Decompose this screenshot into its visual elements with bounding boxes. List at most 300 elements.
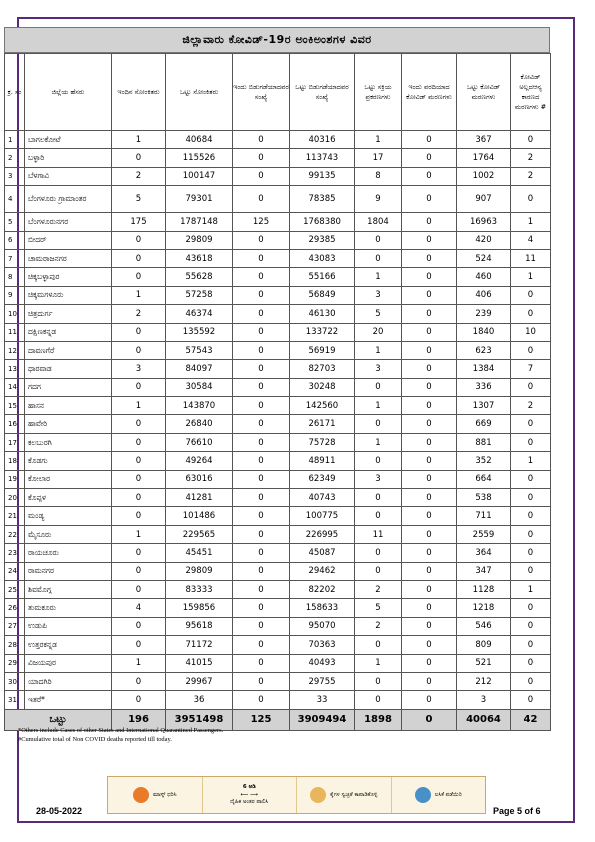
value-cell: 82703	[290, 360, 355, 378]
table-row	[5, 599, 551, 617]
serial-cell: 16	[5, 415, 25, 433]
district-name-cell: ರಾಮನಗರ	[25, 562, 112, 580]
header-total-deaths: ಒಟ್ಟು ಕೋವಿಡ್ ಮರಣಗಳು	[457, 54, 511, 131]
value-cell: 100147	[166, 167, 233, 185]
value-cell: 10	[511, 323, 551, 341]
value-cell: 0	[112, 249, 166, 267]
serial-cell: 5	[5, 213, 25, 231]
table-row	[5, 433, 551, 451]
value-cell: 0	[233, 249, 290, 267]
table-row	[5, 249, 551, 267]
value-cell: 1	[112, 286, 166, 304]
total-cell: 125	[233, 709, 290, 730]
district-name-cell: ಕೋಲಾರ	[25, 470, 112, 488]
value-cell: 0	[233, 691, 290, 709]
value-cell: 11	[511, 249, 551, 267]
banner-mask	[108, 777, 203, 813]
value-cell: 71172	[166, 636, 233, 654]
value-cell: 0	[402, 452, 457, 470]
header-district: ಜಿಲ್ಲೆಯ ಹೆಸರು	[25, 54, 112, 131]
total-cell: 3951498	[166, 709, 233, 730]
value-cell: 0	[233, 131, 290, 149]
value-cell: 0	[402, 617, 457, 635]
value-cell: 49264	[166, 452, 233, 470]
value-cell: 36	[166, 691, 233, 709]
value-cell: 133722	[290, 323, 355, 341]
value-cell: 0	[355, 231, 402, 249]
value-cell: 9	[355, 186, 402, 213]
district-name-cell: ಬೆಂಗಳೂರುನಗರ	[25, 213, 112, 231]
serial-cell: 21	[5, 507, 25, 525]
value-cell: 1	[511, 580, 551, 598]
district-name-cell: ಇತರೆ*	[25, 691, 112, 709]
value-cell: 142560	[290, 397, 355, 415]
serial-cell: 11	[5, 323, 25, 341]
value-cell: 2	[511, 149, 551, 167]
value-cell: 99135	[290, 167, 355, 185]
value-cell: 0	[355, 415, 402, 433]
district-name-cell: ಮೈಸೂರು	[25, 525, 112, 543]
serial-cell: 31	[5, 691, 25, 709]
district-name-cell: ಉತ್ತರಕನ್ನಡ	[25, 636, 112, 654]
value-cell: 78385	[290, 186, 355, 213]
district-name-cell: ಗದಗ	[25, 378, 112, 396]
value-cell: 0	[355, 507, 402, 525]
value-cell: 0	[233, 617, 290, 635]
district-name-cell: ಕೊಪ್ಪಳ	[25, 489, 112, 507]
value-cell: 1840	[457, 323, 511, 341]
value-cell: 0	[402, 249, 457, 267]
value-cell: 2	[355, 580, 402, 598]
total-cell: 3909494	[290, 709, 355, 730]
footnotes	[18, 727, 223, 744]
value-cell: 40743	[290, 489, 355, 507]
total-cell: 0	[402, 709, 457, 730]
value-cell: 239	[457, 305, 511, 323]
total-cell: 196	[112, 709, 166, 730]
value-cell: 0	[402, 360, 457, 378]
value-cell: 1	[355, 654, 402, 672]
value-cell: 0	[233, 507, 290, 525]
total-label: ಒಟ್ಟು	[5, 709, 112, 730]
value-cell: 0	[233, 378, 290, 396]
serial-cell: 28	[5, 636, 25, 654]
page-title: ಜಿಲ್ಲಾವಾರು ಕೋವಿಡ್-19ರ ಅಂಕಿಅಂಶಗಳ ವಿವರ	[4, 27, 550, 53]
value-cell: 0	[233, 433, 290, 451]
value-cell: 7	[511, 360, 551, 378]
value-cell: 84097	[166, 360, 233, 378]
value-cell: 0	[112, 378, 166, 396]
value-cell: 0	[402, 507, 457, 525]
banner-distance-value: 6 ಅಡಿ	[242, 784, 256, 790]
value-cell: 4	[112, 599, 166, 617]
value-cell: 0	[402, 415, 457, 433]
value-cell: 0	[511, 489, 551, 507]
value-cell: 0	[233, 489, 290, 507]
serial-cell: 17	[5, 433, 25, 451]
footnote: #Cumulative total of Non COVID deaths reported till today.	[18, 735, 172, 743]
value-cell: 1218	[457, 599, 511, 617]
value-cell: 0	[511, 470, 551, 488]
value-cell: 420	[457, 231, 511, 249]
value-cell: 0	[402, 186, 457, 213]
value-cell: 0	[112, 617, 166, 635]
value-cell: 41015	[166, 654, 233, 672]
value-cell: 33	[290, 691, 355, 709]
value-cell: 100775	[290, 507, 355, 525]
value-cell: 0	[511, 341, 551, 359]
district-name-cell: ಬೆಳಗಾವಿ	[25, 167, 112, 185]
banner-mask-text: ಮಾಸ್ಕ್ ಧರಿಸಿ	[152, 791, 177, 798]
table-row	[5, 360, 551, 378]
total-cell: 1898	[355, 709, 402, 730]
value-cell: 364	[457, 544, 511, 562]
value-cell: 29462	[290, 562, 355, 580]
value-cell: 406	[457, 286, 511, 304]
value-cell: 0	[511, 562, 551, 580]
value-cell: 0	[511, 186, 551, 213]
value-cell: 0	[511, 378, 551, 396]
value-cell: 2	[112, 305, 166, 323]
value-cell: 46374	[166, 305, 233, 323]
serial-cell: 6	[5, 231, 25, 249]
value-cell: 95618	[166, 617, 233, 635]
value-cell: 0	[511, 131, 551, 149]
table-row	[5, 131, 551, 149]
table-row	[5, 186, 551, 213]
district-name-cell: ಹಾಸನ	[25, 397, 112, 415]
value-cell: 0	[112, 580, 166, 598]
value-cell: 229565	[166, 525, 233, 543]
district-name-cell: ಧಾರವಾಡ	[25, 360, 112, 378]
value-cell: 0	[233, 580, 290, 598]
district-name-cell: ಕಲಬುರಗಿ	[25, 433, 112, 451]
value-cell: 95070	[290, 617, 355, 635]
value-cell: 2559	[457, 525, 511, 543]
serial-cell: 1	[5, 131, 25, 149]
value-cell: 56849	[290, 286, 355, 304]
value-cell: 0	[402, 268, 457, 286]
value-cell: 45087	[290, 544, 355, 562]
value-cell: 0	[112, 544, 166, 562]
value-cell: 3	[112, 360, 166, 378]
value-cell: 0	[402, 305, 457, 323]
banner-distance	[203, 777, 298, 813]
value-cell: 0	[402, 691, 457, 709]
value-cell: 0	[511, 617, 551, 635]
value-cell: 0	[402, 489, 457, 507]
district-name-cell: ಯಾದಗಿರಿ	[25, 672, 112, 690]
value-cell: 5	[355, 599, 402, 617]
table-row	[5, 525, 551, 543]
banner-vaccine	[392, 777, 486, 813]
table-row	[5, 341, 551, 359]
value-cell: 40316	[290, 131, 355, 149]
serial-cell: 10	[5, 305, 25, 323]
value-cell: 2	[511, 397, 551, 415]
value-cell: 0	[355, 378, 402, 396]
value-cell: 2	[112, 167, 166, 185]
value-cell: 0	[112, 636, 166, 654]
value-cell: 0	[402, 599, 457, 617]
serial-cell: 27	[5, 617, 25, 635]
value-cell: 11	[355, 525, 402, 543]
value-cell: 0	[355, 249, 402, 267]
value-cell: 26171	[290, 415, 355, 433]
value-cell: 29809	[166, 562, 233, 580]
value-cell: 0	[233, 286, 290, 304]
district-name-cell: ಉಡುಪಿ	[25, 617, 112, 635]
value-cell: 0	[233, 599, 290, 617]
value-cell: 0	[355, 672, 402, 690]
serial-cell: 23	[5, 544, 25, 562]
value-cell: 0	[402, 580, 457, 598]
value-cell: 0	[402, 286, 457, 304]
banner-wash-text: ಕೈಗಳ ಸ್ವಚ್ಛತೆ ಕಾಪಾಡಿಕೊಳ್ಳಿ	[330, 791, 378, 798]
value-cell: 664	[457, 470, 511, 488]
value-cell: 82202	[290, 580, 355, 598]
footnote: *Others include Cases of other States and International Quarantined Passengers.	[18, 727, 224, 734]
value-cell: 29385	[290, 231, 355, 249]
value-cell: 0	[355, 544, 402, 562]
table-row	[5, 452, 551, 470]
district-name-cell: ದಾವಣಗೆರೆ	[25, 341, 112, 359]
value-cell: 0	[355, 636, 402, 654]
value-cell: 2	[511, 167, 551, 185]
value-cell: 0	[511, 654, 551, 672]
value-cell: 143870	[166, 397, 233, 415]
value-cell: 0	[112, 231, 166, 249]
value-cell: 881	[457, 433, 511, 451]
value-cell: 63016	[166, 470, 233, 488]
value-cell: 0	[233, 525, 290, 543]
value-cell: 0	[112, 489, 166, 507]
serial-cell: 25	[5, 580, 25, 598]
value-cell: 0	[233, 562, 290, 580]
district-name-cell: ತುಮಕೂರು	[25, 599, 112, 617]
value-cell: 8	[355, 167, 402, 185]
value-cell: 0	[355, 489, 402, 507]
value-cell: 0	[402, 231, 457, 249]
value-cell: 1	[112, 397, 166, 415]
header-sl: ಕ್ರ. ಸಂ	[5, 54, 25, 131]
table-row	[5, 415, 551, 433]
table-row	[5, 213, 551, 231]
awareness-banner	[107, 776, 486, 814]
value-cell: 521	[457, 654, 511, 672]
value-cell: 0	[402, 525, 457, 543]
value-cell: 226995	[290, 525, 355, 543]
value-cell: 0	[511, 305, 551, 323]
serial-cell: 26	[5, 599, 25, 617]
value-cell: 0	[233, 323, 290, 341]
value-cell: 1	[355, 341, 402, 359]
value-cell: 75728	[290, 433, 355, 451]
header-active: ಒಟ್ಟು ಸಕ್ರಿಯ ಪ್ರಕರಣಗಳು	[355, 54, 402, 131]
value-cell: 55628	[166, 268, 233, 286]
serial-cell: 18	[5, 452, 25, 470]
district-table	[4, 53, 551, 731]
table-row	[5, 378, 551, 396]
value-cell: 669	[457, 415, 511, 433]
value-cell: 0	[112, 691, 166, 709]
value-cell: 1	[355, 433, 402, 451]
value-cell: 46130	[290, 305, 355, 323]
value-cell: 40684	[166, 131, 233, 149]
table-row	[5, 231, 551, 249]
value-cell: 0	[233, 149, 290, 167]
header-row	[5, 54, 551, 131]
value-cell: 0	[233, 341, 290, 359]
value-cell: 0	[233, 672, 290, 690]
table-row	[5, 268, 551, 286]
value-cell: 538	[457, 489, 511, 507]
mask-icon	[133, 787, 149, 803]
district-name-cell: ರಾಯಚೂರು	[25, 544, 112, 562]
value-cell: 546	[457, 617, 511, 635]
value-cell: 30584	[166, 378, 233, 396]
value-cell: 1128	[457, 580, 511, 598]
district-name-cell: ಚಿಕ್ಕಮಗಳೂರು	[25, 286, 112, 304]
table-row	[5, 286, 551, 304]
value-cell: 1	[511, 452, 551, 470]
value-cell: 0	[355, 691, 402, 709]
district-name-cell: ದಕ್ಷಿಣಕನ್ನಡ	[25, 323, 112, 341]
value-cell: 352	[457, 452, 511, 470]
value-cell: 17	[355, 149, 402, 167]
value-cell: 0	[112, 433, 166, 451]
table-row	[5, 323, 551, 341]
value-cell: 0	[233, 452, 290, 470]
value-cell: 48911	[290, 452, 355, 470]
handwash-icon	[310, 787, 326, 803]
district-name-cell: ಶಿವಮೊಗ್ಗ	[25, 580, 112, 598]
value-cell: 0	[511, 415, 551, 433]
value-cell: 29809	[166, 231, 233, 249]
value-cell: 57543	[166, 341, 233, 359]
header-today-discharged: ಇಂದು ಬಿಡುಗಡೆಯಾದವರ ಸಂಖ್ಯೆ	[233, 54, 290, 131]
value-cell: 1	[112, 131, 166, 149]
serial-cell: 7	[5, 249, 25, 267]
value-cell: 1	[355, 268, 402, 286]
value-cell: 1764	[457, 149, 511, 167]
value-cell: 0	[402, 470, 457, 488]
value-cell: 0	[511, 599, 551, 617]
table-row	[5, 636, 551, 654]
value-cell: 1002	[457, 167, 511, 185]
value-cell: 0	[112, 470, 166, 488]
value-cell: 0	[402, 544, 457, 562]
district-name-cell: ವಿಜಯಪುರ	[25, 654, 112, 672]
value-cell: 113743	[290, 149, 355, 167]
value-cell: 43618	[166, 249, 233, 267]
table-row	[5, 691, 551, 709]
table-row	[5, 305, 551, 323]
value-cell: 1	[112, 525, 166, 543]
value-cell: 0	[233, 397, 290, 415]
value-cell: 0	[112, 507, 166, 525]
value-cell: 16963	[457, 213, 511, 231]
value-cell: 1	[511, 213, 551, 231]
value-cell: 1	[355, 397, 402, 415]
value-cell: 135592	[166, 323, 233, 341]
value-cell: 0	[402, 131, 457, 149]
district-name-cell: ಕೊಡಗು	[25, 452, 112, 470]
value-cell: 0	[233, 231, 290, 249]
table-row	[5, 617, 551, 635]
value-cell: 212	[457, 672, 511, 690]
value-cell: 0	[511, 525, 551, 543]
vaccine-icon	[415, 787, 431, 803]
value-cell: 159856	[166, 599, 233, 617]
value-cell: 0	[112, 562, 166, 580]
serial-cell: 22	[5, 525, 25, 543]
value-cell: 0	[355, 562, 402, 580]
value-cell: 0	[233, 654, 290, 672]
serial-cell: 9	[5, 286, 25, 304]
value-cell: 43083	[290, 249, 355, 267]
value-cell: 0	[112, 268, 166, 286]
value-cell: 20	[355, 323, 402, 341]
value-cell: 1	[355, 131, 402, 149]
serial-cell: 20	[5, 489, 25, 507]
value-cell: 1804	[355, 213, 402, 231]
serial-cell: 24	[5, 562, 25, 580]
header-total-discharged: ಒಟ್ಟು ಬಿಡುಗಡೆಯಾದವರ ಸಂಖ್ಯೆ	[290, 54, 355, 131]
value-cell: 0	[112, 415, 166, 433]
report-date: 28-05-2022	[36, 806, 83, 816]
value-cell: 367	[457, 131, 511, 149]
value-cell: 0	[233, 360, 290, 378]
value-cell: 0	[402, 636, 457, 654]
banner-wash	[297, 777, 392, 813]
value-cell: 336	[457, 378, 511, 396]
total-cell: 42	[511, 709, 551, 730]
value-cell: 5	[112, 186, 166, 213]
table-row	[5, 167, 551, 185]
banner-vaccine-text: ಲಸಿಕೆ ಪಡೆಯಿರಿ	[434, 791, 462, 798]
serial-cell: 3	[5, 167, 25, 185]
serial-cell: 8	[5, 268, 25, 286]
table-row	[5, 507, 551, 525]
district-name-cell: ಚಿತ್ರದುರ್ಗ	[25, 305, 112, 323]
value-cell: 0	[511, 433, 551, 451]
serial-cell: 15	[5, 397, 25, 415]
value-cell: 125	[233, 213, 290, 231]
value-cell: 0	[355, 452, 402, 470]
value-cell: 0	[511, 672, 551, 690]
value-cell: 0	[511, 507, 551, 525]
value-cell: 0	[402, 397, 457, 415]
table-row	[5, 397, 551, 415]
value-cell: 0	[233, 470, 290, 488]
district-name-cell: ಚಾಮರಾಜನಗರ	[25, 249, 112, 267]
value-cell: 0	[402, 149, 457, 167]
value-cell: 0	[233, 636, 290, 654]
value-cell: 1384	[457, 360, 511, 378]
value-cell: 0	[112, 323, 166, 341]
table-row	[5, 149, 551, 167]
banner-distance-text: ದೈಹಿಕ ಅಂತರ ಪಾಲಿಸಿ	[230, 799, 269, 805]
value-cell: 0	[112, 452, 166, 470]
value-cell: 5	[355, 305, 402, 323]
value-cell: 101486	[166, 507, 233, 525]
value-cell: 62349	[290, 470, 355, 488]
value-cell: 0	[511, 636, 551, 654]
value-cell: 0	[402, 672, 457, 690]
value-cell: 1787148	[166, 213, 233, 231]
table-row	[5, 470, 551, 488]
